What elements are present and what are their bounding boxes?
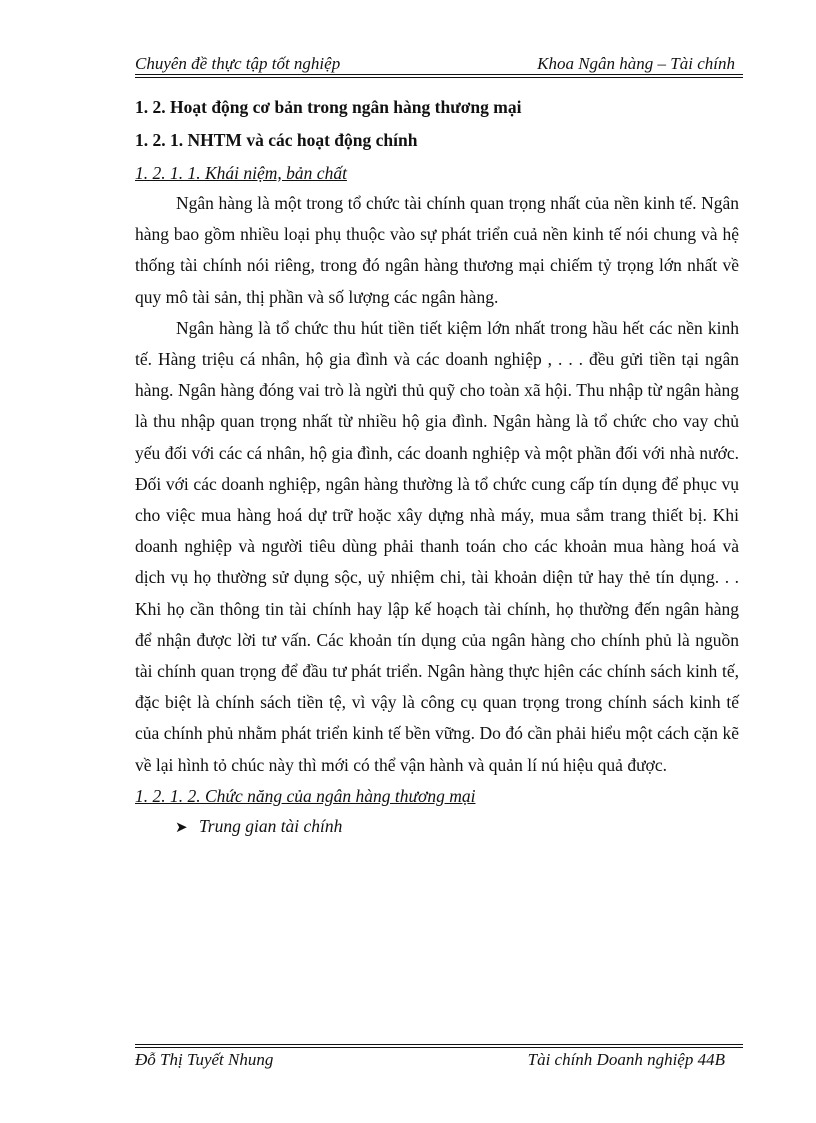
bullet-item bbox=[135, 811, 739, 841]
bullet-text: Trung gian tài chính bbox=[199, 815, 343, 836]
page-header bbox=[135, 52, 743, 76]
arrow-bullet-icon: ➤ bbox=[175, 819, 188, 836]
header-left-text: Chuyên đề thực tập tốt nghiệp bbox=[135, 54, 341, 73]
footer-rule-top bbox=[135, 1044, 743, 1045]
page-body bbox=[135, 94, 739, 841]
header-right-text: Khoa Ngân hàng – Tài chính bbox=[537, 54, 735, 73]
paragraph-1: Ngân hàng là một trong tổ chức tài chính quan trọng nhất của nền kinh tế. Ngân hàng bao gồm nhiều loại phụ thuộc vào sự phát triển cuả nền kinh tế nói chung và hệ thống tài chính nói riêng, trong đó ngân hàng thương mại chiếm tỷ trọng lớn nhất về quy mô tài sản, thị phần và số lượng các ngân hàng. bbox=[135, 193, 739, 307]
subsection-heading-2: 1. 2. 1. 2. Chức năng của ngân hàng thương mại bbox=[135, 785, 476, 806]
footer-left-text: Đỗ Thị Tuyết Nhung bbox=[135, 1050, 274, 1069]
subsection-heading-1: 1. 2. 1. 1. Khái niệm, bản chất bbox=[135, 163, 347, 183]
section-subtitle: 1. 2. 1. NHTM và các hoạt động chính bbox=[135, 130, 418, 150]
header-rule-top bbox=[135, 74, 743, 75]
section-title: 1. 2. Hoạt động cơ bản trong ngân hàng thương mại bbox=[135, 97, 522, 117]
header-rule-bottom bbox=[135, 77, 743, 78]
paragraph-2: Ngân hàng là tổ chức thu hút tiền tiết kiệm lớn nhất trong hầu hết các nền kinh tế. Hàng triệu cá nhân, hộ gia đình và các doanh nghiệp , . . . đều gửi tiền tại ngân hàng. Ngân hàng đóng vai trò là ngừi thủ quỹ cho toàn xã hội. Thu nhập từ ngân hàng là thu nhập quan trọng nhất từ nhiều hộ gia đình. Ngân hàng là tổ chức cho vay chủ yếu đối với các cá nhân, hộ gia đình, các doanh nghiệp và một phần đối với nhà nước. Đối với các doanh nghiệp, ngân hàng thường là tổ chức cung cấp tín dụng để phục vụ cho việc mua hàng hoá dự trữ hoặc xây dựng nhà máy, mua sắm trang thiết bị. Khi doanh nghiệp và người tiêu dùng phải thanh toán cho các khoản mua hàng hoá và dịch vụ họ thường sử dụng sộc, uỷ nhiệm chi, tài khoản diện tử hay thẻ tín dụng. . . Khi họ cần thông tin tài chính hay lập kế hoạch tài chính, họ thường đến ngân hàng để nhận được lời tư vấn. Các khoản tín dụng của ngân hàng cho chính phủ là nguồn tài chính quan trọng để đầu tư phát triển. Ngân hàng thực hịên các chính sách kinh tế, đặc biệt là chính sách tiền tệ, vì vậy là công cụ quan trọng trong chính sách kinh tế của chính phủ nhằm phát triển kinh tế bền vững. Do đó cần phải hiểu một cách cặn kẽ về lại hình tỏ chúc này thì mới có thể vận hành và quản lí nú hiệu quả được. bbox=[135, 317, 739, 775]
footer-right-text: Tài chính Doanh nghiệp 44B bbox=[527, 1050, 725, 1069]
page-footer bbox=[135, 1048, 743, 1074]
